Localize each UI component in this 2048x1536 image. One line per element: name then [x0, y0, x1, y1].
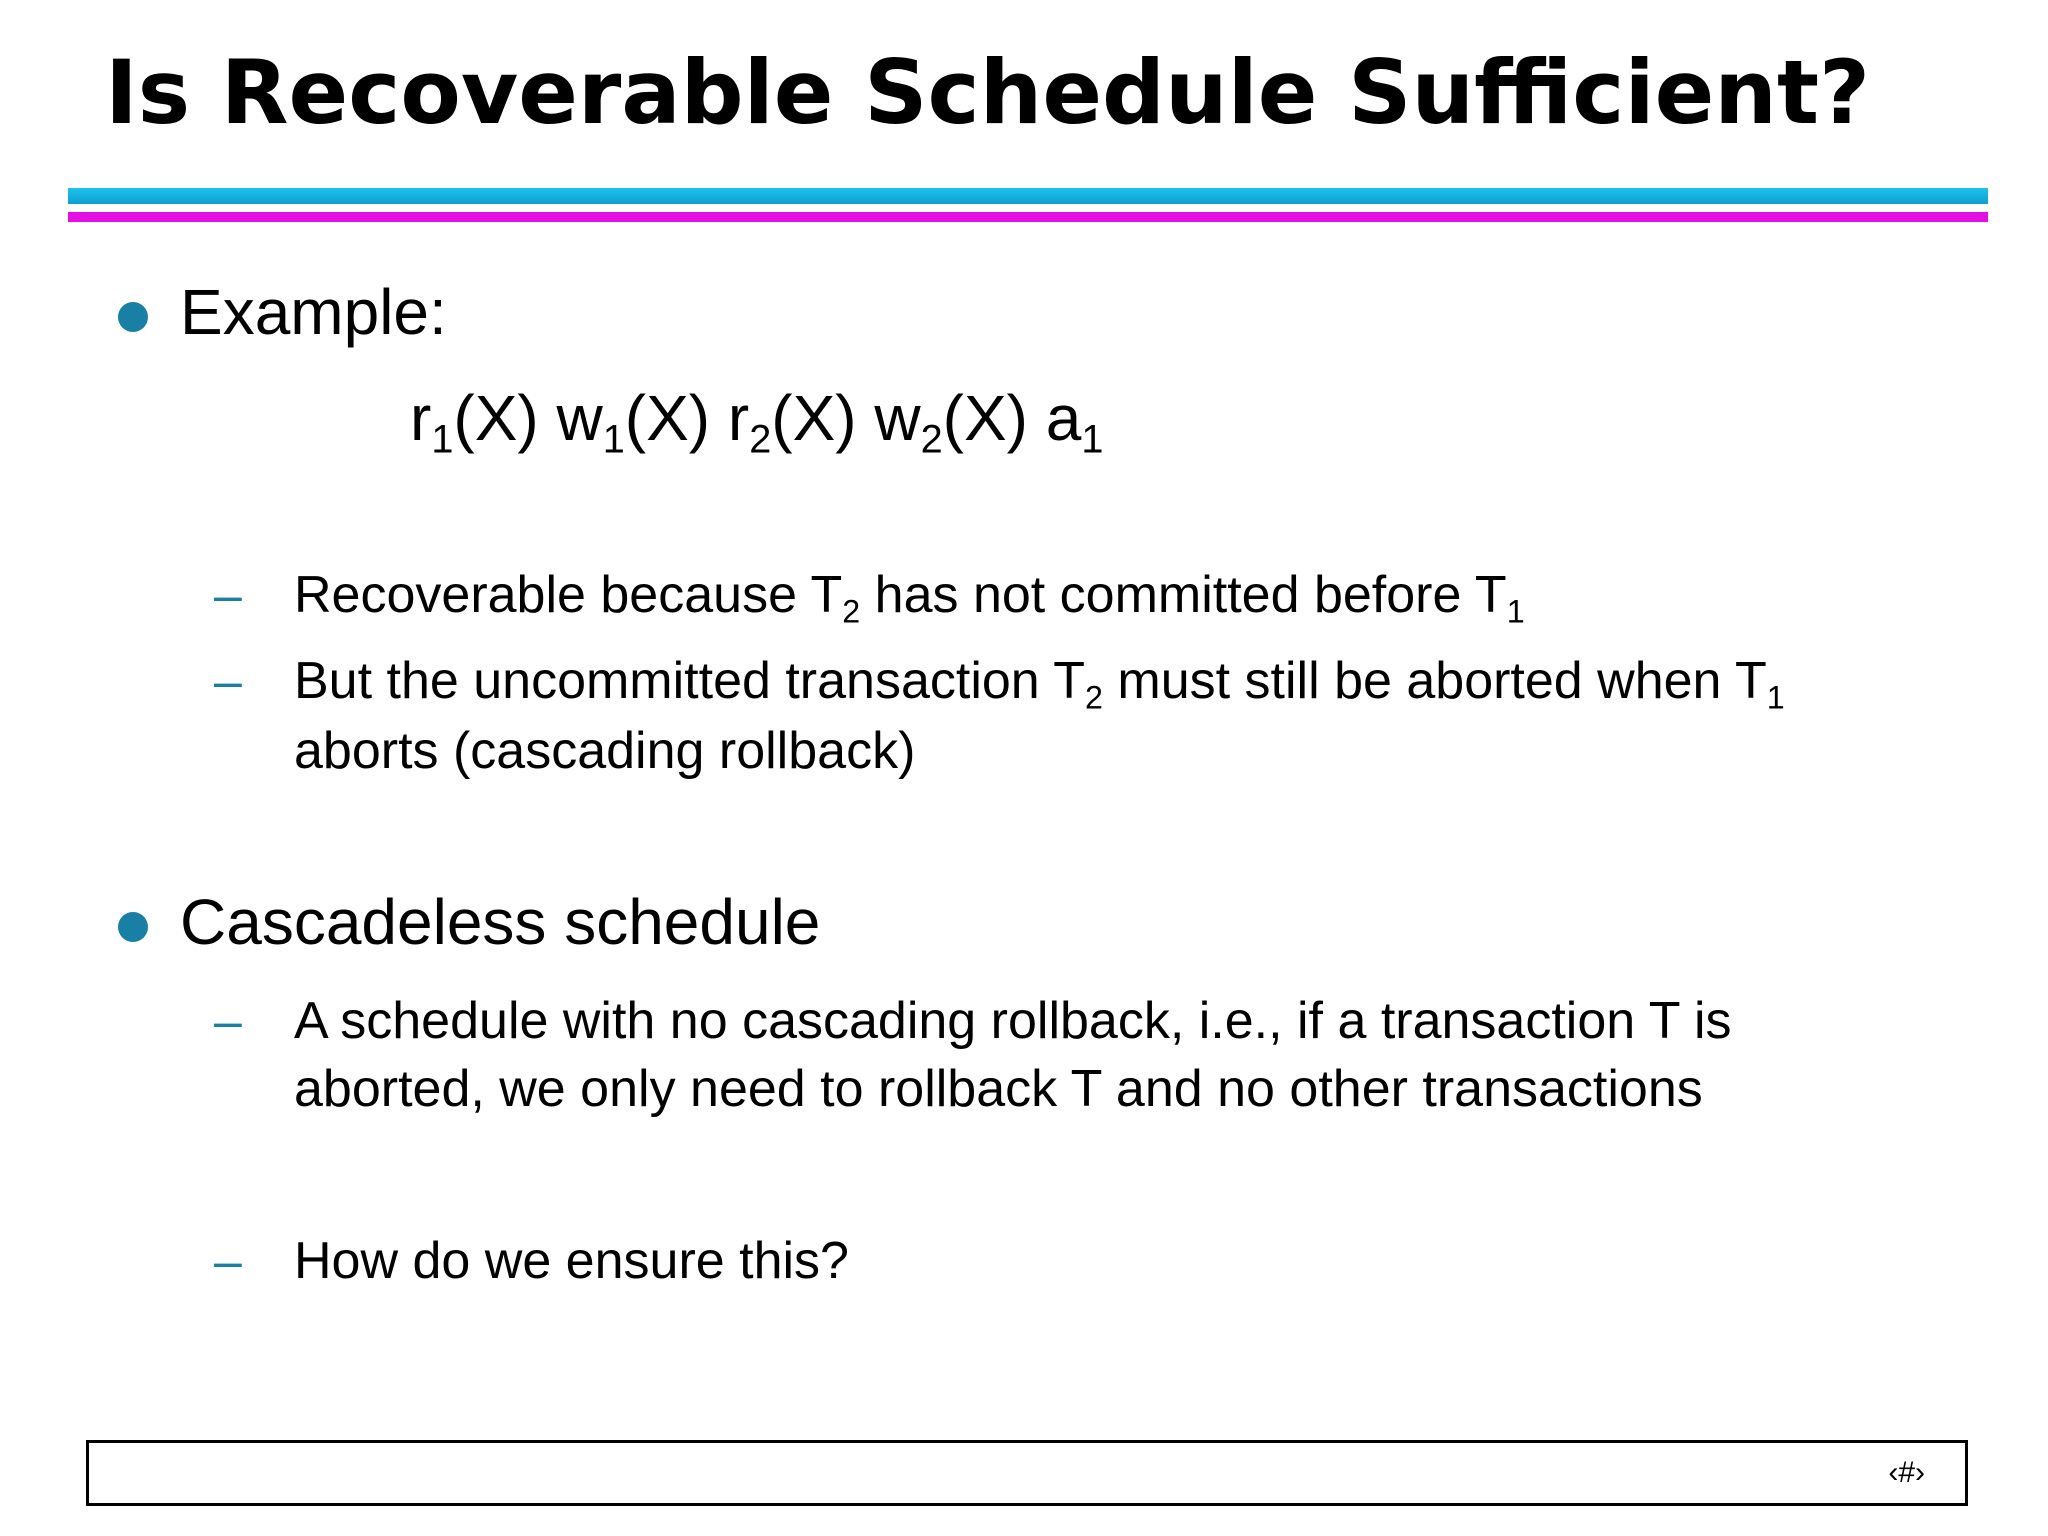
- page-number: ‹#›: [1888, 1456, 1925, 1489]
- title-rule-cyan: [68, 188, 1988, 204]
- formula-subscript: 1: [431, 417, 454, 462]
- sub-item-uncommitted: [294, 646, 1785, 716]
- sub-bullet-dash-icon: –: [214, 653, 242, 709]
- sub-item-text: But the uncommitted transaction T: [294, 652, 1085, 710]
- sub-item-text: must still be aborted when T: [1102, 652, 1767, 710]
- sub-item-definition-line1: A schedule with no cascading rollback, i.e., if a transaction T is: [294, 992, 1732, 1050]
- bullet-dot-icon: [118, 912, 148, 942]
- title-rule-magenta: [68, 212, 1988, 222]
- formula-op: w: [874, 382, 921, 454]
- formula-arg: (X): [942, 382, 1046, 454]
- bullet-dot-icon: [118, 302, 148, 332]
- sub-item-definition-line2: aborted, we only need to rollback T and no other transactions: [294, 1060, 1703, 1118]
- schedule-formula: [410, 378, 1104, 462]
- bullet-example-label: Example:: [180, 276, 447, 348]
- sub-item-question: How do we ensure this?: [294, 1232, 849, 1290]
- sub-bullet-dash-icon: –: [214, 567, 242, 623]
- slide-title: Is Recoverable Schedule Sufficient?: [105, 41, 1871, 144]
- formula-op: r: [410, 382, 432, 454]
- formula-arg: (X): [624, 382, 728, 454]
- footer-box: [86, 1440, 1968, 1506]
- formula-arg: (X): [453, 382, 557, 454]
- sub-item-recoverable: [294, 560, 1525, 630]
- formula-arg: (X): [771, 382, 875, 454]
- sub-bullet-dash-icon: –: [214, 1233, 242, 1289]
- sub-item-text: Recoverable because T: [294, 566, 843, 624]
- formula-op: r: [727, 382, 750, 454]
- sub-item-subscript: 1: [1766, 679, 1785, 716]
- formula-subscript: 1: [602, 417, 625, 462]
- formula-op: w: [556, 382, 603, 454]
- sub-item-subscript: 1: [1506, 593, 1525, 630]
- formula-subscript: 1: [1081, 417, 1104, 462]
- sub-item-subscript: 2: [1085, 679, 1103, 716]
- formula-subscript: 2: [749, 417, 772, 462]
- sub-item-text: has not committed before T: [860, 566, 1507, 624]
- bullet-cascadeless-label: Cascadeless schedule: [180, 886, 821, 958]
- sub-item-uncommitted-line2: aborts (cascading rollback): [294, 722, 916, 780]
- sub-bullet-dash-icon: –: [214, 993, 242, 1049]
- formula-subscript: 2: [920, 417, 943, 462]
- sub-item-subscript: 2: [842, 593, 861, 630]
- formula-op: a: [1045, 382, 1082, 454]
